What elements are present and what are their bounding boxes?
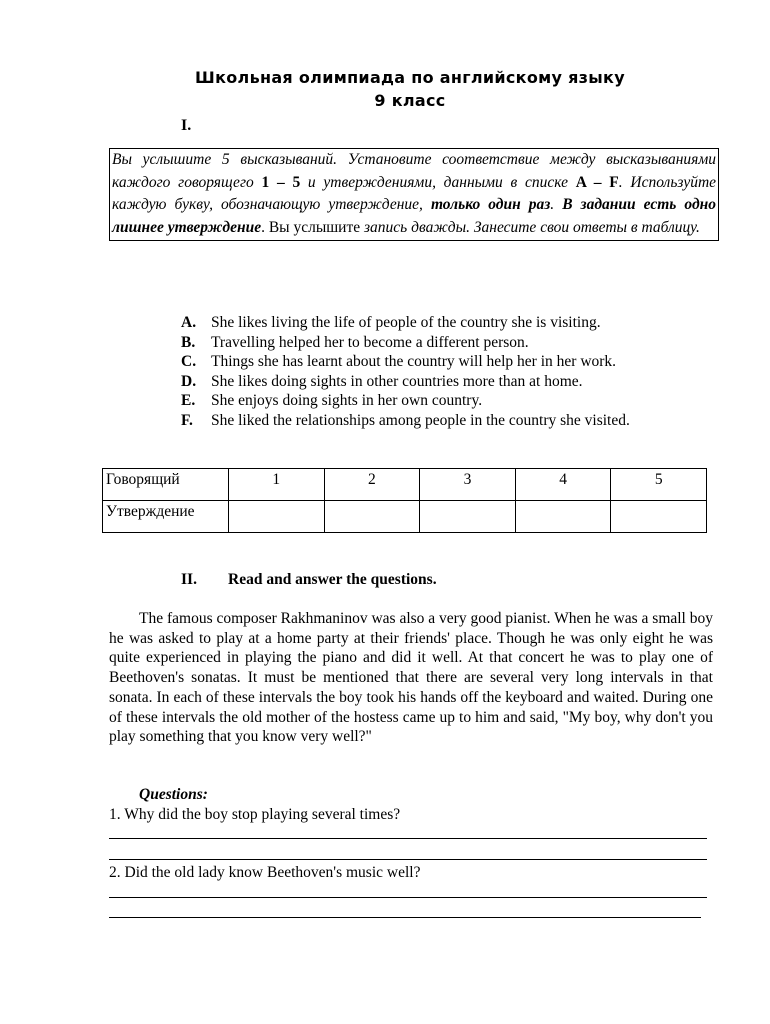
- statement-letter: D.: [181, 372, 197, 390]
- questions-heading: Questions:: [139, 786, 208, 803]
- answer-cell[interactable]: [515, 501, 611, 533]
- reading-passage: The famous composer Rakhmaninov was also a very good pianist. When he was a small boy he was asked to play at a home party at their friends' place. Though he was only eight he was quite experienced in playing the piano and did it well. At that concert he was to play one of Beethoven's sonatas. It must be mentioned that there are several very long intervals in that sonata. In each of these intervals the boy took his hands off the keyboard and waited. During one of these intervals the old mother of the hostess came up to him and said, "My boy, why don't you play something that you know very well?": [109, 610, 713, 746]
- page-title-line2: 9 класс: [374, 91, 446, 110]
- section2-title: Read and answer the questions.: [228, 571, 437, 588]
- page-title-line1: Школьная олимпиада по английскому языку: [195, 68, 625, 87]
- statement-letter: A.: [181, 314, 197, 331]
- table-row: [103, 501, 707, 533]
- instruction-text: . Вы услышите: [261, 218, 361, 236]
- statement-letter: B.: [181, 333, 196, 351]
- statement-letter: E.: [181, 392, 196, 410]
- statement-item: [181, 352, 630, 372]
- statement-item: [181, 333, 630, 353]
- statement-text: She likes doing sights in other countries more than at home.: [211, 372, 583, 390]
- statements-list: [181, 313, 630, 431]
- table-row-label: Утверждение: [103, 501, 229, 533]
- table-header-cell: 3: [420, 469, 516, 501]
- question-2: 2. Did the old lady know Beethoven's music well?: [109, 864, 421, 881]
- answer-table: [102, 468, 707, 533]
- answer-cell[interactable]: [229, 501, 325, 533]
- section2-numeral: II.: [181, 571, 197, 588]
- answer-line[interactable]: [109, 917, 701, 918]
- statement-item: [181, 411, 630, 431]
- table-header-cell: 2: [324, 469, 420, 501]
- statement-item: [181, 372, 630, 392]
- statement-item: [181, 313, 630, 333]
- instruction-bold: 1 – 5: [261, 173, 301, 191]
- statement-letter: C.: [181, 353, 197, 371]
- answer-line[interactable]: [109, 838, 707, 839]
- statement-text: She liked the relationships among people in the country she visited.: [211, 411, 630, 429]
- table-row: [103, 469, 707, 501]
- statement-text: She enjoys doing sights in her own country.: [211, 392, 483, 410]
- statement-text: Travelling helped her to become a different person.: [211, 333, 529, 351]
- answer-cell[interactable]: [611, 501, 707, 533]
- question-1: 1. Why did the boy stop playing several times?: [109, 806, 401, 823]
- instruction-text: . Используйте каждую букву, обозначающую утверждение,: [112, 173, 717, 214]
- answer-cell[interactable]: [324, 501, 420, 533]
- statement-text: Things she has learnt about the country will help her in her work.: [211, 353, 617, 371]
- instruction-box: [109, 148, 719, 241]
- table-header-cell: 5: [611, 469, 707, 501]
- statement-text: She likes living the life of people of the country she is visiting.: [211, 314, 601, 331]
- section2-heading: [181, 571, 437, 589]
- instruction-text: запись дважды. Занесите свои ответы в таблицу.: [360, 218, 700, 236]
- instruction-text: и утверждениями, данными в списке: [300, 173, 576, 191]
- instruction-text: .: [550, 196, 563, 214]
- table-header-cell: 1: [229, 469, 325, 501]
- instruction-bold: A – F: [575, 173, 619, 191]
- instruction-bold: только один раз: [430, 196, 551, 214]
- table-header-cell: 4: [515, 469, 611, 501]
- answer-line[interactable]: [109, 897, 707, 898]
- answer-cell[interactable]: [420, 501, 516, 533]
- statement-letter: F.: [181, 411, 193, 429]
- instruction-text: Вы услышите 5 высказываний. Установите соответствие между высказываниями каждого говорящего: [112, 151, 716, 191]
- section1-numeral: I.: [181, 117, 192, 134]
- statement-item: [181, 391, 630, 411]
- answer-line[interactable]: [109, 859, 707, 860]
- instruction-bold: В задании есть одно лишнее утверждение: [112, 196, 716, 236]
- table-row-label: Говорящий: [103, 469, 229, 501]
